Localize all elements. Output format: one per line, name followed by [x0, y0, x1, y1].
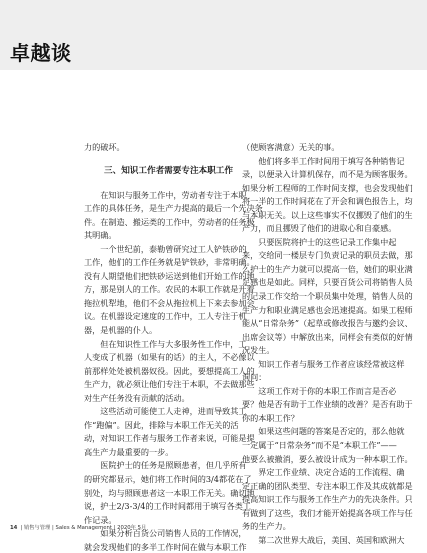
- text-line: 知识工作者与服务工作者应该经常被这样: [242, 358, 405, 369]
- text-line: 他要么被撤消，要么被设计成为一种本职工作。: [242, 453, 413, 464]
- text-line: 与本职无关。以上这些事实不仅挪毁了他们的生: [242, 209, 413, 220]
- text-line: 提高知识工作与服务工作生产力的先决条件。只: [242, 494, 413, 505]
- text-line: 生产力和职业满足感也会迅速提高。如果工程师: [242, 304, 413, 315]
- text-line: 有做到了这些，我们才能开始提高各项工作与任: [242, 507, 413, 518]
- text-line: 况发生。: [242, 345, 275, 356]
- text-line: 但在知识性工作与大多服务性工作中，工: [84, 338, 247, 349]
- text-line: （使顾客满意）无关的事。: [242, 142, 340, 152]
- text-line: 件。在制造、搬运类的工作中，劳动者的任务极: [84, 216, 255, 227]
- text-line: 就会发现他们的多半工作时间在做与本职工作: [84, 541, 247, 552]
- text-line: 只要医院将护士的这些记录工作集中起: [242, 236, 397, 247]
- text-line: 足感也是如此。同样，只要百货公司将销售人员: [242, 277, 413, 288]
- text-line: 么护士的生产力就可以提高一倍，她们的职业满: [242, 263, 413, 274]
- text-line: 录，以便录入计算机保存，而不是为顾客服务。: [242, 169, 413, 180]
- text-line: 你的本职工作？: [242, 412, 299, 423]
- text-line: 作记录。: [84, 514, 117, 525]
- text-line: 如果这些问题的答案是否定的，那么他就: [242, 426, 405, 437]
- text-line: 界定工作业绩、决定合适的工作流程、确: [242, 467, 405, 478]
- left-column-intro: [84, 141, 263, 155]
- text-line: 一个世纪前，泰勒曾研究过工人铲铁砂的: [84, 243, 247, 254]
- text-line: 要？他是否有助于工作业绩的改善？是否有助于: [242, 399, 413, 410]
- text-line: 工作，他们的工作任务就是铲铁砂，非常明确。: [84, 257, 255, 268]
- column-title: 卓越谈: [10, 41, 72, 65]
- text-line: 的研究都显示，她们将工作时间的3/4都花在了: [84, 474, 252, 485]
- text-line: 力的破坏。: [84, 142, 125, 152]
- text-line: 务的生产力。: [242, 521, 291, 532]
- text-line: 对生产任务没有贡献的活动。: [84, 392, 190, 403]
- paragraph-gap: [84, 155, 263, 165]
- text-line: 能从“日常杂务”（起草或修改报告与邀约会议、: [242, 318, 413, 329]
- text-line: 他们将多半工作时间用于填写各种销售记: [242, 155, 405, 166]
- left-text-column: [84, 141, 263, 553]
- text-line: 这些活动可能使工人走神，进而导致其工: [84, 406, 247, 417]
- text-line: 说，护士2/3-3/4的工作时间都用于填写各类工: [84, 501, 252, 512]
- text-line: 来，交给同一楼层专门负责记录的职员去做，那: [242, 250, 413, 261]
- right-text-column: [242, 141, 421, 547]
- text-line: 医院护士的任务是照顾患者，但几乎所有: [84, 460, 247, 471]
- left-column-body: [84, 189, 263, 553]
- text-line: 这项工作对于你的本职工作而言是否必: [242, 385, 397, 396]
- text-line: 没有人期望他们把铁砂运送到他们开始工作的地: [84, 270, 255, 281]
- text-line: 议。在机器设定速度的工作中，工人专注于机: [84, 311, 247, 322]
- text-line: 如果分析百货公司销售人员的工作情况，: [84, 528, 247, 539]
- text-line: 人变成了机器（如果有的话）的主人，不必像以: [84, 352, 255, 363]
- text-line: 在知识与服务工作中，劳动者专注于本职: [84, 189, 247, 200]
- text-line: 作“跑偏”。因此，排除与本职工作无关的活: [84, 419, 239, 430]
- text-line: 方，那是别人的工作。农民的本职工作就是开着: [84, 284, 255, 295]
- text-line: 一定属于“日常杂务”而不是“本职工作”——: [242, 440, 397, 451]
- text-line: 其明确。: [84, 230, 117, 241]
- text-line: 高生产力最重要的一步。: [84, 446, 174, 457]
- text-line: 询问：: [242, 372, 267, 383]
- text-line: 产力，而且挪毁了他们的进取心和自豪感。: [242, 223, 397, 234]
- text-line: 工作的具体任务，是生产力提高的最后一个先决条: [84, 203, 263, 214]
- publication-info: | 销售与管理 | Sales & Management | 2020年 5月: [20, 525, 147, 531]
- text-line: 前那样处处被机器奴役。因此，要想提高工人的: [84, 365, 255, 376]
- page-footer: [10, 523, 146, 531]
- text-line: 的记录工作交给一个职员集中处理，销售人员的: [242, 291, 413, 302]
- text-line: 生产力，就必须让他们专注于本职，不去做那些: [84, 379, 255, 390]
- text-line: 将一半的工作时间花在了开会和调色报告上，均: [242, 196, 413, 207]
- text-line: 拖拉机犁地，他们不会从拖拉机上下来去参加会: [84, 297, 255, 308]
- text-line: 器，是机器的仆人。: [84, 325, 158, 336]
- text-line: 动，对知识工作者与服务工作者来说，可能是提: [84, 433, 255, 444]
- text-line: 第二次世界大战后，美国、英国和欧洲大: [242, 534, 405, 545]
- text-line: 别处，均与照顾患者这一本职工作无关。确切地: [84, 487, 255, 498]
- text-line: 定正确的团队类型、专注本职工作及其成就都是: [242, 480, 413, 491]
- text-line: 出席会议等）中解放出来，同样会有类似的好情: [242, 331, 413, 342]
- section-heading: 三、知识工作者需要专注本职工作: [104, 165, 233, 176]
- text-line: 如果分析工程师的工作时间支撑，也会发现他们: [242, 182, 413, 193]
- page-number: 14: [10, 525, 18, 531]
